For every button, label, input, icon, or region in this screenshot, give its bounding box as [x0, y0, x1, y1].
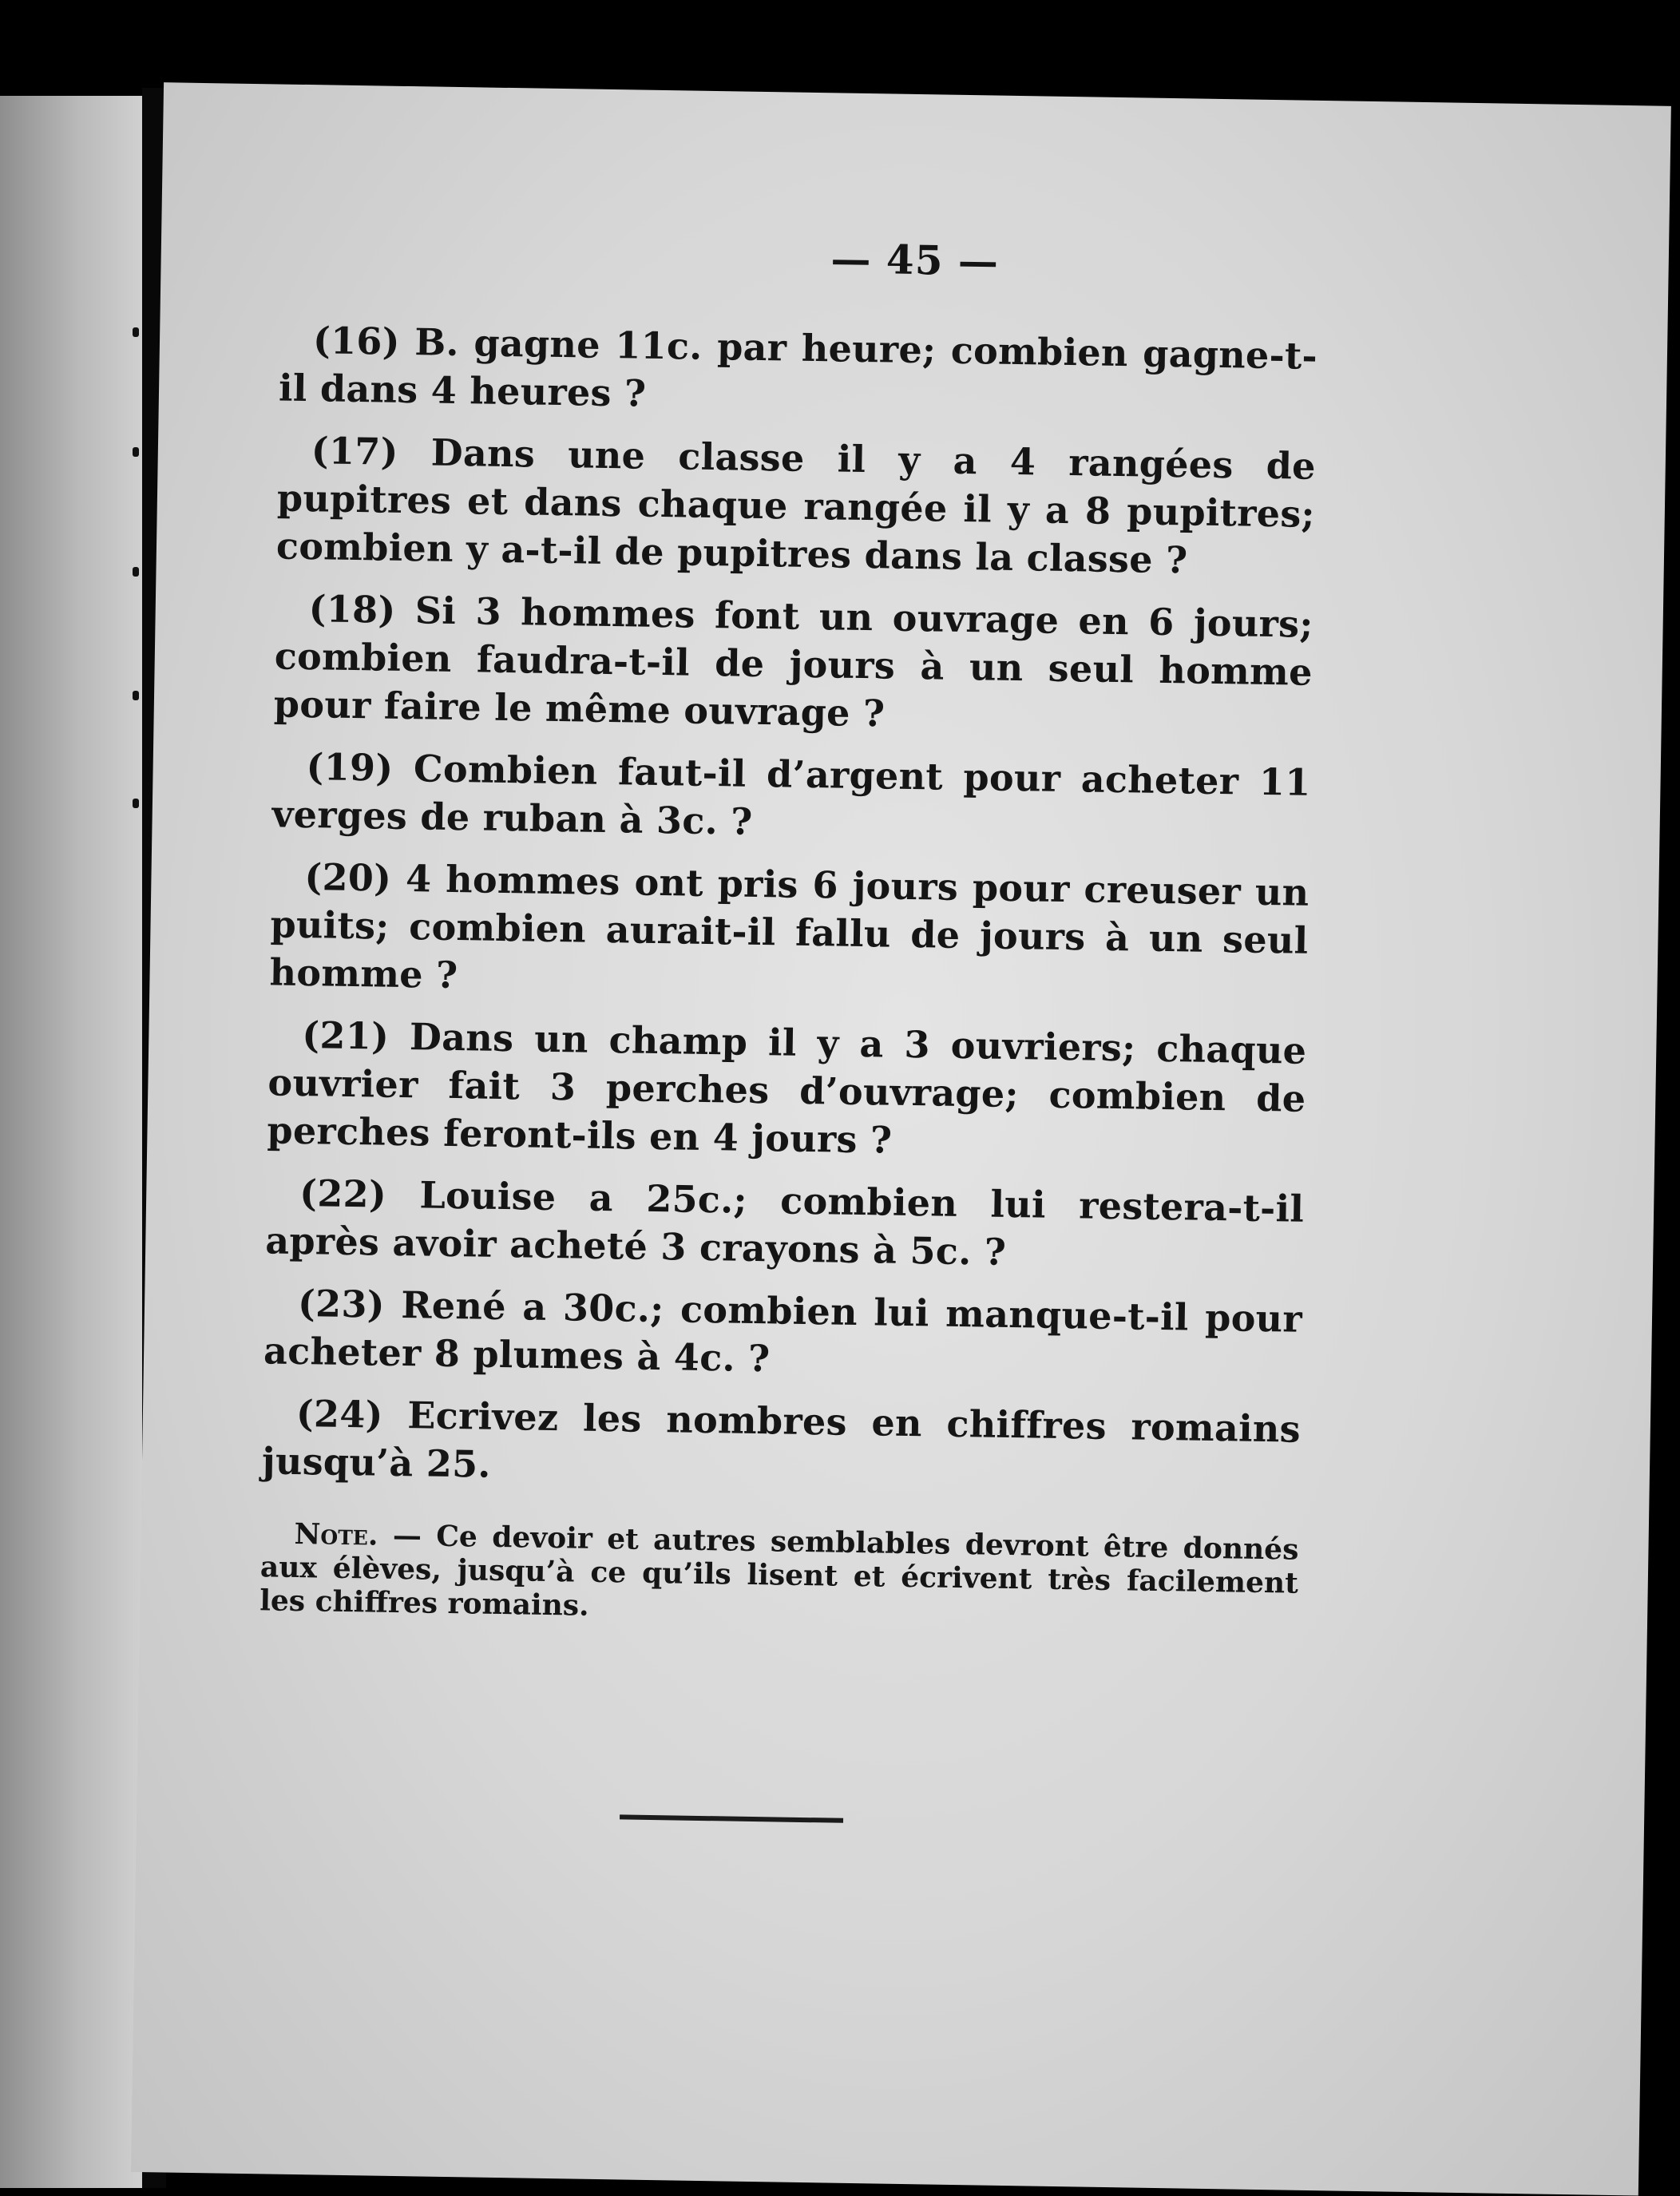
exercise-19: (19) Combien faut-il d’argent pour acheter 11 verges de ruban à 3c. ? [271, 745, 1311, 843]
note-text: — Ce devoir et autres semblables devront être donnés aux élèves, jusqu’à ce qu’ils lisent et écrivent très facilement les chiffres romains. [259, 1518, 1299, 1623]
exercise-21: (21) Dans un champ il y a 3 ouvriers; chaque ouvrier fait 3 perches d’ouvrage; combien de perches feront-ils en 4 jours ? [267, 1013, 1307, 1162]
adjacent-page-edge [0, 96, 142, 2188]
closing-rule [620, 1814, 843, 1822]
book-page [131, 82, 1671, 2195]
exercise-24: (24) Ecrivez les nombres en chiffres romains jusqu’à 25. [261, 1391, 1302, 1486]
adjacent-page-mark [133, 691, 139, 700]
exercise-16: (16) B. gagne 11c. par heure; combien gagne-t-il dans 4 heures ? [278, 319, 1318, 415]
exercise-list [259, 315, 1317, 1662]
note-label: Note. [294, 1516, 378, 1552]
teacher-note [260, 1516, 1299, 1633]
exercise-17: (17) Dans une classe il y a 4 rangées de pupitres et dans chaque rangée il y a 8 pupitres; combien y a-t-il de pupitres dans la classe ? [275, 429, 1317, 582]
adjacent-page-mark [133, 327, 139, 337]
exercise-18: (18) Si 3 hommes font un ouvrage en 6 jours; combien faudra-t-il de jours à un seul homme pour faire le même ouvrage ? [273, 587, 1314, 735]
adjacent-page-mark [133, 447, 139, 457]
adjacent-page-mark [133, 799, 139, 808]
page-number: — 45 — [830, 235, 1000, 285]
exercise-23: (23) René a 30c.; combien lui manque-t-il pour acheter 8 plumes à 4c. ? [263, 1282, 1303, 1381]
exercise-22: (22) Louise a 25c.; combien lui restera-t-il après avoir acheté 3 crayons à 5c. ? [264, 1171, 1305, 1274]
exercise-20: (20) 4 hommes ont pris 6 jours pour creuser un puits; combien aurait-il fallu de jours à un seul homme ? [269, 855, 1310, 997]
adjacent-page-mark [133, 567, 139, 577]
